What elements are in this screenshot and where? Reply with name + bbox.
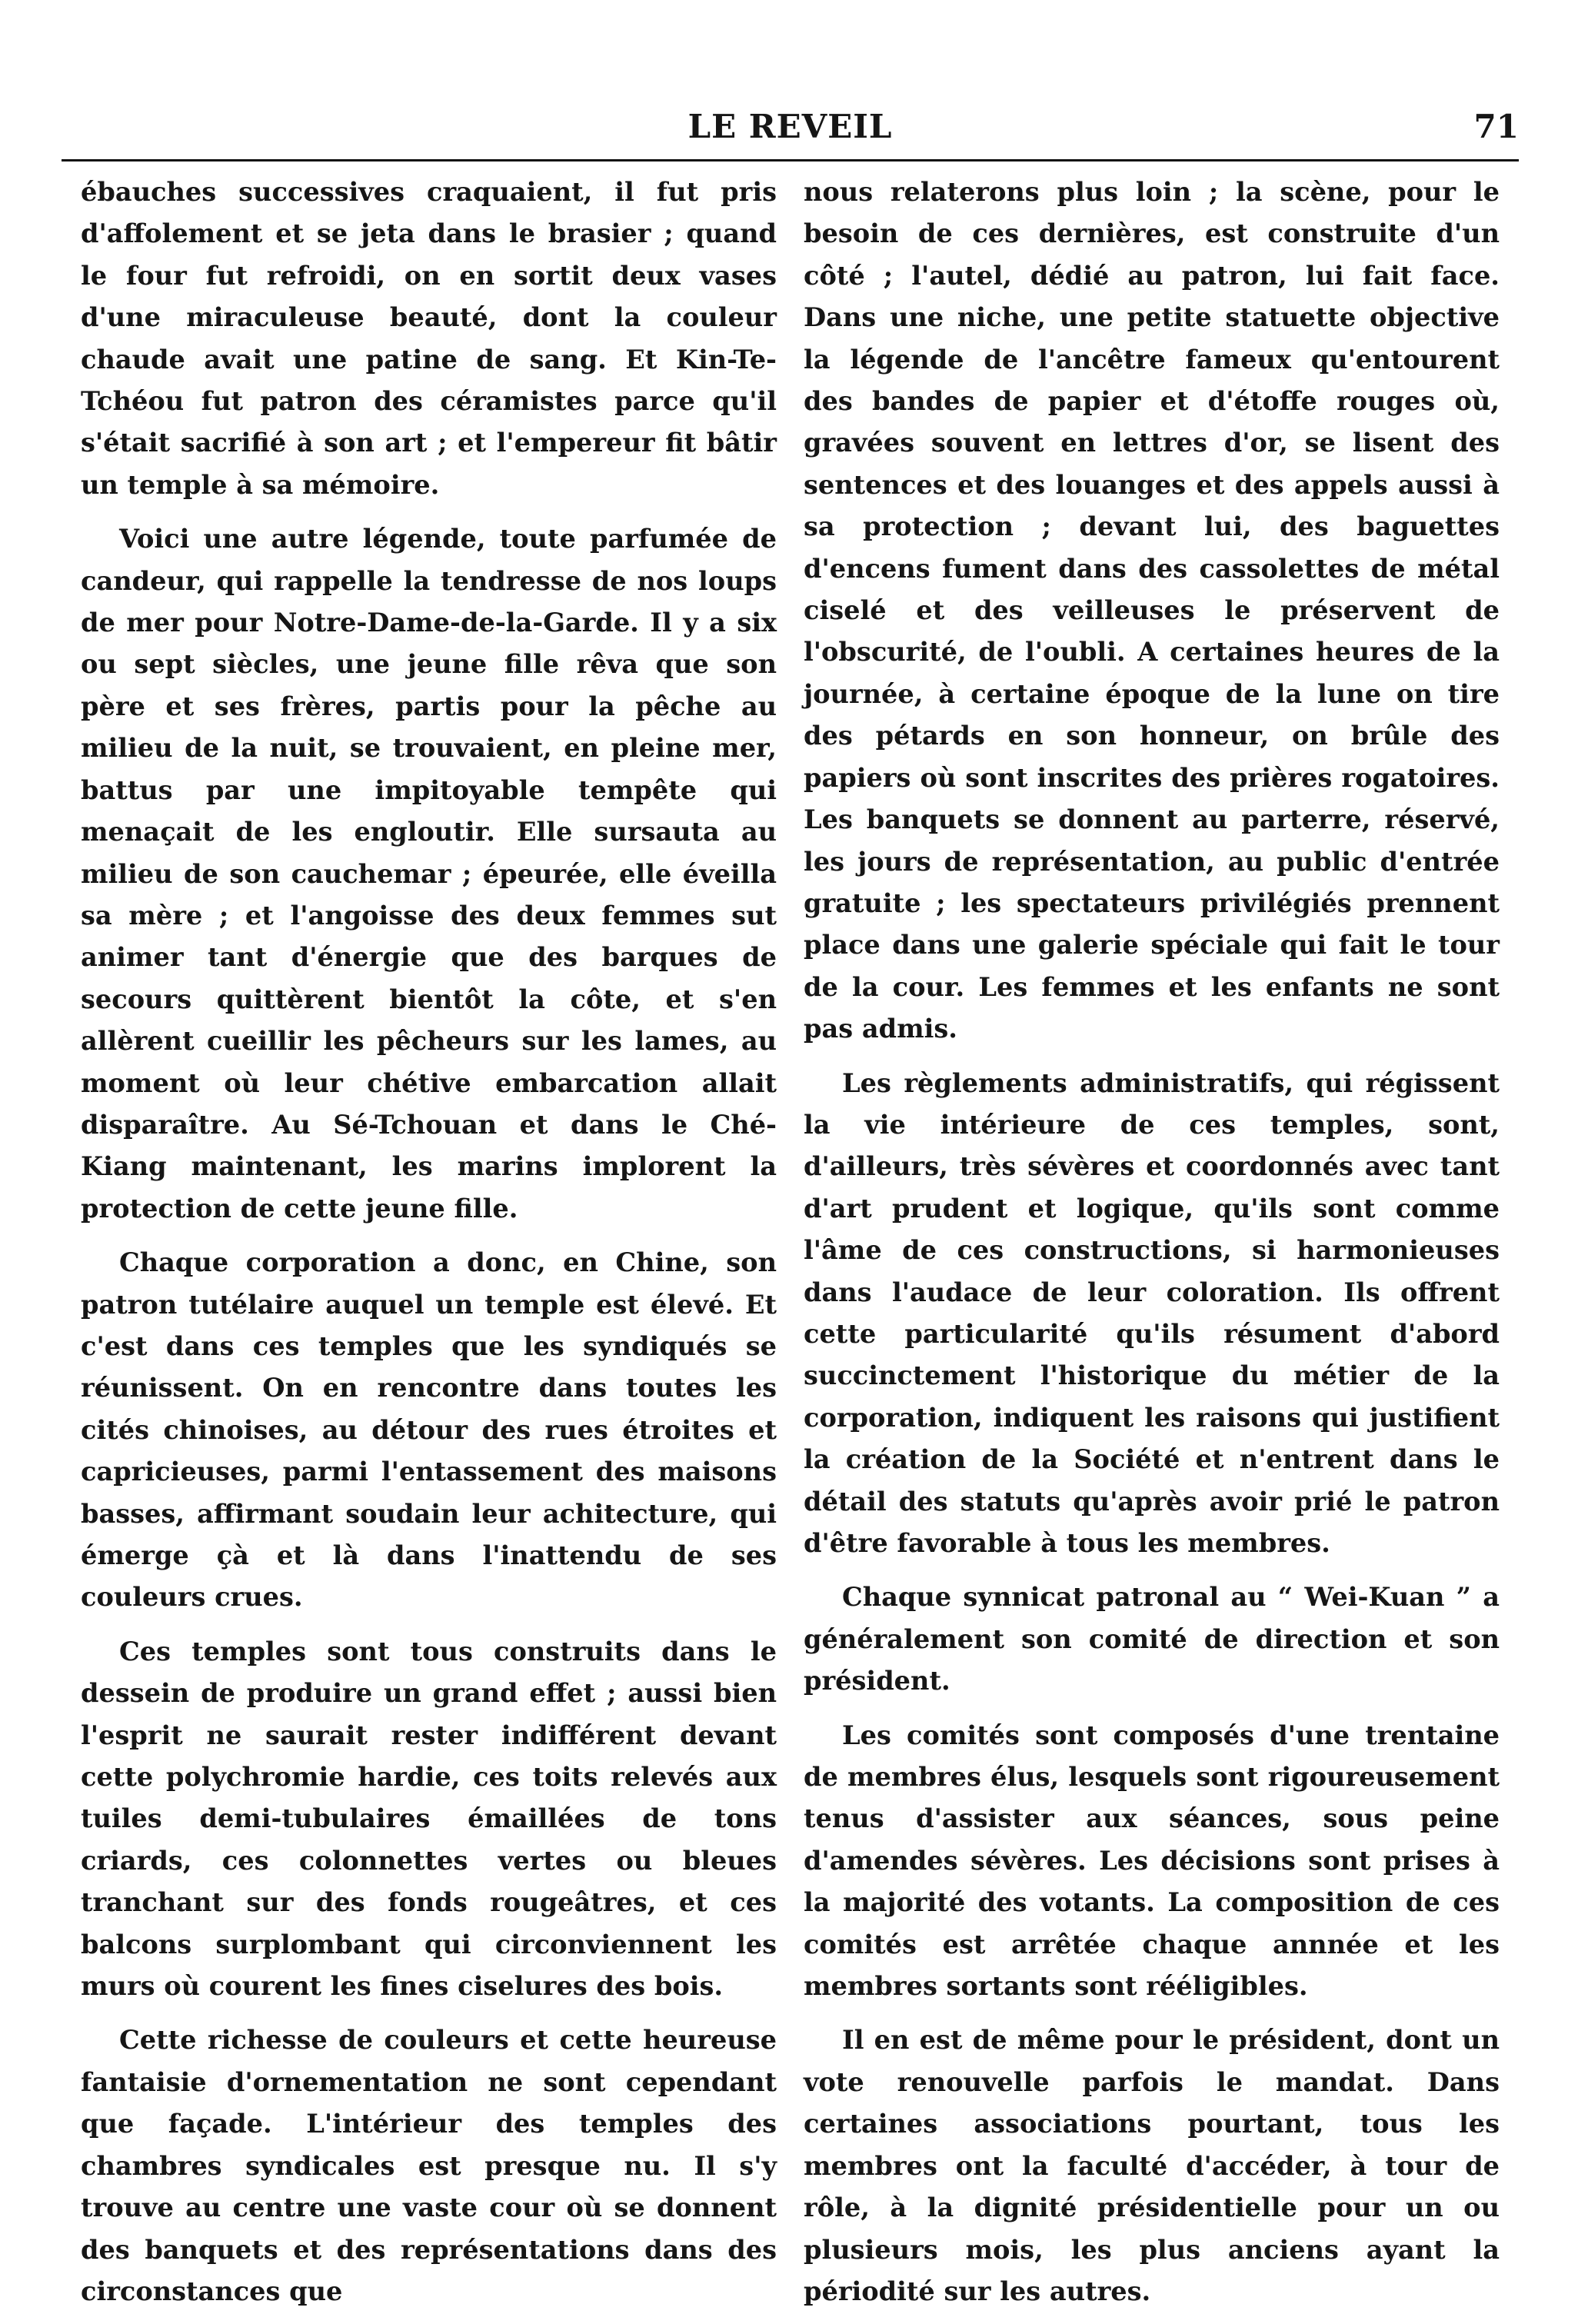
header-rule bbox=[62, 159, 1519, 161]
paragraph: Voici une autre légende, toute parfumée de candeur, qui rappelle la tendresse de nos loups de mer pour Notre-Dame-de-la-Garde. Il y a six ou sept siècles, une jeune fille rêva que son père et ses frères, partis pour la pêche au milieu de la nuit, se trouvaient, en pleine mer, battus par une impitoyable tempête qui menaçait de les engloutir. Elle sursauta au milieu de son cauchemar ; épeurée, elle éveilla sa mère ; et l'angoisse des deux femmes sut animer tant d'énergie que des barques de secours quittèrent bientôt la côte, et s'en allèrent cueillir les pêcheurs sur les lames, au moment où leur chétive embarcation allait disparaître. Au Sé-Tchouan et dans le Ché-Kiang maintenant, les marins implorent la protection de cette jeune fille. bbox=[81, 523, 777, 1224]
paragraph: Cette richesse de couleurs et cette heureuse fantaisie d'ornementation ne sont cependant que façade. L'intérieur des temples des chambres syndicales est presque nu. Il s'y trouve au centre une vaste cour où se donnent des banquets et des représentations dans des circonstances que bbox=[81, 2024, 777, 2306]
right-column bbox=[804, 171, 1500, 2324]
paragraph: Ces temples sont tous construits dans le dessein de produire un grand effet ; aussi bien l'esprit ne saurait rester indifférent devant cette polychromie hardie, ces toits relevés aux tuiles demi-tubulaires émaillées de tons criards, ces colonnettes vertes ou bleues tranchant sur des fonds rougeâtres, et ces balcons surplombant qui circonviennent les murs où courent les fines ciselures des bois. bbox=[81, 1635, 777, 2002]
left-column bbox=[81, 171, 777, 2324]
running-title: LE REVEIL bbox=[687, 108, 893, 145]
paragraph: Chaque corporation a donc, en Chine, son patron tutélaire auquel un temple est élevé. Et c'est dans ces temples que les syndiqués se réunissent. On en rencontre dans toutes les cités chinoises, au détour des rues étroites et capricieuses, parmi l'entassement des maisons basses, affirmant soudain leur achitecture, qui émerge çà et là dans l'inattendu de ses couleurs crues. bbox=[81, 1247, 777, 1613]
paragraph: Les règlements administratifs, qui régissent la vie intérieure de ces temples, sont, d'ailleurs, très sévères et coordonnés avec tant d'art prudent et logique, qu'ils sont comme l'âme de ces constructions, si harmonieuses dans l'audace de leur coloration. Ils offrent cette particularité qu'ils résument d'abord succinctement l'historique du métier de la corporation, indiquent les raisons qui justifient la création de la Société et n'entrent dans le détail des statuts qu'après avoir prié le patron d'être favorable à tous les membres. bbox=[804, 1067, 1500, 1558]
page-header bbox=[62, 108, 1519, 154]
paragraph: ébauches successives craquaient, il fut pris d'affolement et se jeta dans le brasier ; quand le four fut refroidi, on en sortit deux vases d'une miraculeuse beauté, dont la couleur chaude avait une patine de sang. Et Kin-Te-Tchéou fut patron des céramistes parce qu'il s'était sacrifié à son art ; et l'empereur fit bâtir un temple à sa mémoire. bbox=[81, 176, 777, 500]
page-number: 71 bbox=[1473, 108, 1519, 145]
paragraph: Chaque synnicat patronal au “ Wei-Kuan ” a généralement son comité de direction et son président. bbox=[804, 1581, 1500, 1696]
paragraph: nous relaterons plus loin ; la scène, pour le besoin de ces dernières, est construite d'un côté ; l'autel, dédié au patron, lui fait face. Dans une niche, une petite statuette objective la légende de l'ancêtre fameux qu'entourent des bandes de papier et d'étoffe rouges où, gravées souvent en lettres d'or, se lisent des sentences et des louanges et des appels aussi à sa protection ; devant lui, des baguettes d'encens fument dans des cassolettes de métal ciselé et des veilleuses le préservent de l'obscurité, de l'oubli. A certaines heures de la journée, à certaine époque de la lune on tire des pétards en son honneur, on brûle des papiers où sont inscrites des prières rogatoires. Les banquets se donnent au parterre, réservé, les jours de représentation, au public d'entrée gratuite ; les spectateurs privilégiés prennent place dans une galerie spéciale qui fait le tour de la cour. Les femmes et les enfants ne sont pas admis. bbox=[804, 176, 1500, 1044]
paragraph: Il en est de même pour le président, dont un vote renouvelle parfois le mandat. Dans certaines associations pourtant, tous les membres ont la faculté d'accéder, à tour de rôle, à la dignité présidentielle pour un ou plusieurs mois, les plus anciens ayant la périodité sur les autres. bbox=[804, 2024, 1500, 2306]
paragraph: Les comités sont composés d'une trentaine de membres élus, lesquels sont rigoureusement tenus d'assister aux séances, sous peine d'amendes sévères. Les décisions sont prises à la majorité des votants. La composition de ces comités est arrêtée chaque annnée et les membres sortants sont rééligibles. bbox=[804, 1719, 1500, 2002]
